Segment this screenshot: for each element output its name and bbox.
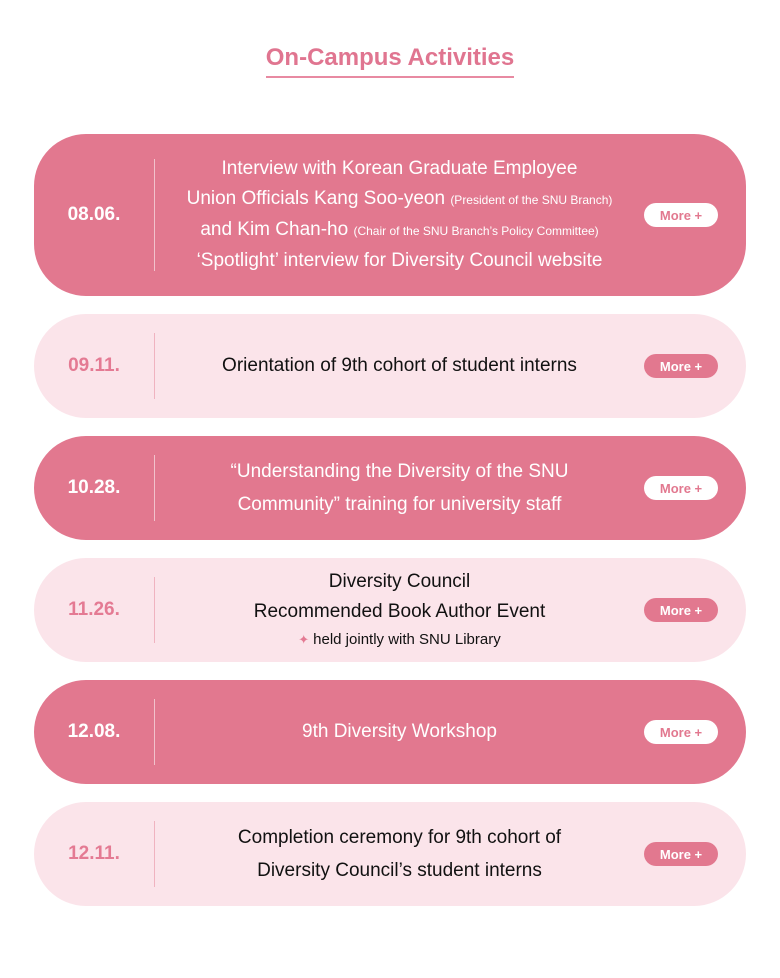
event-date: 10.28. xyxy=(67,477,121,498)
event-line: 9th Diversity Workshop xyxy=(302,721,497,742)
event-card xyxy=(34,314,746,418)
page-title-wrap xyxy=(0,44,780,78)
event-line: Orientation of 9th cohort of student interns xyxy=(222,355,577,376)
event-line xyxy=(163,184,636,215)
more-button[interactable]: More + xyxy=(644,476,718,500)
more-button[interactable]: More + xyxy=(644,354,718,378)
more-button[interactable]: More + xyxy=(644,598,718,622)
event-date: 12.08. xyxy=(67,721,121,742)
event-line: Recommended Book Author Event xyxy=(253,601,546,622)
event-card xyxy=(34,558,746,662)
sparkle-icon: ✦ xyxy=(298,632,310,647)
event-line: Completion ceremony for 9th cohort of xyxy=(237,827,562,848)
event-description xyxy=(155,821,644,887)
event-note: (President of the SNU Branch) xyxy=(450,193,613,207)
event-date: 11.26. xyxy=(68,599,120,620)
event-line xyxy=(163,215,636,246)
event-description xyxy=(155,455,644,521)
event-card xyxy=(34,134,746,296)
more-button[interactable]: More + xyxy=(644,842,718,866)
event-description xyxy=(155,154,644,276)
event-text: and Kim Chan-ho xyxy=(200,219,349,240)
more-button[interactable]: More + xyxy=(644,203,718,227)
event-note: (Chair of the SNU Branch’s Policy Committee) xyxy=(353,224,599,238)
event-line: Diversity Council’s student interns xyxy=(257,860,542,881)
event-description xyxy=(155,717,644,747)
event-line: Diversity Council xyxy=(328,571,471,592)
event-line: Interview with Korean Graduate Employee xyxy=(221,158,578,179)
event-note-line xyxy=(163,627,636,653)
event-card xyxy=(34,680,746,784)
event-text: Union Officials Kang Soo-yeon xyxy=(186,188,446,209)
page-title: On-Campus Activities xyxy=(266,44,515,78)
event-date: 08.06. xyxy=(67,204,121,225)
event-line: Community” training for university staff xyxy=(237,494,562,515)
event-card xyxy=(34,802,746,906)
event-date: 12.11. xyxy=(68,843,120,864)
event-date: 09.11. xyxy=(68,355,120,376)
event-line: ‘Spotlight’ interview for Diversity Council website xyxy=(196,250,603,271)
event-note: held jointly with SNU Library xyxy=(313,631,501,648)
event-description xyxy=(155,351,644,381)
more-button[interactable]: More + xyxy=(644,720,718,744)
event-line: “Understanding the Diversity of the SNU xyxy=(230,461,569,482)
event-description xyxy=(155,567,644,653)
event-card xyxy=(34,436,746,540)
